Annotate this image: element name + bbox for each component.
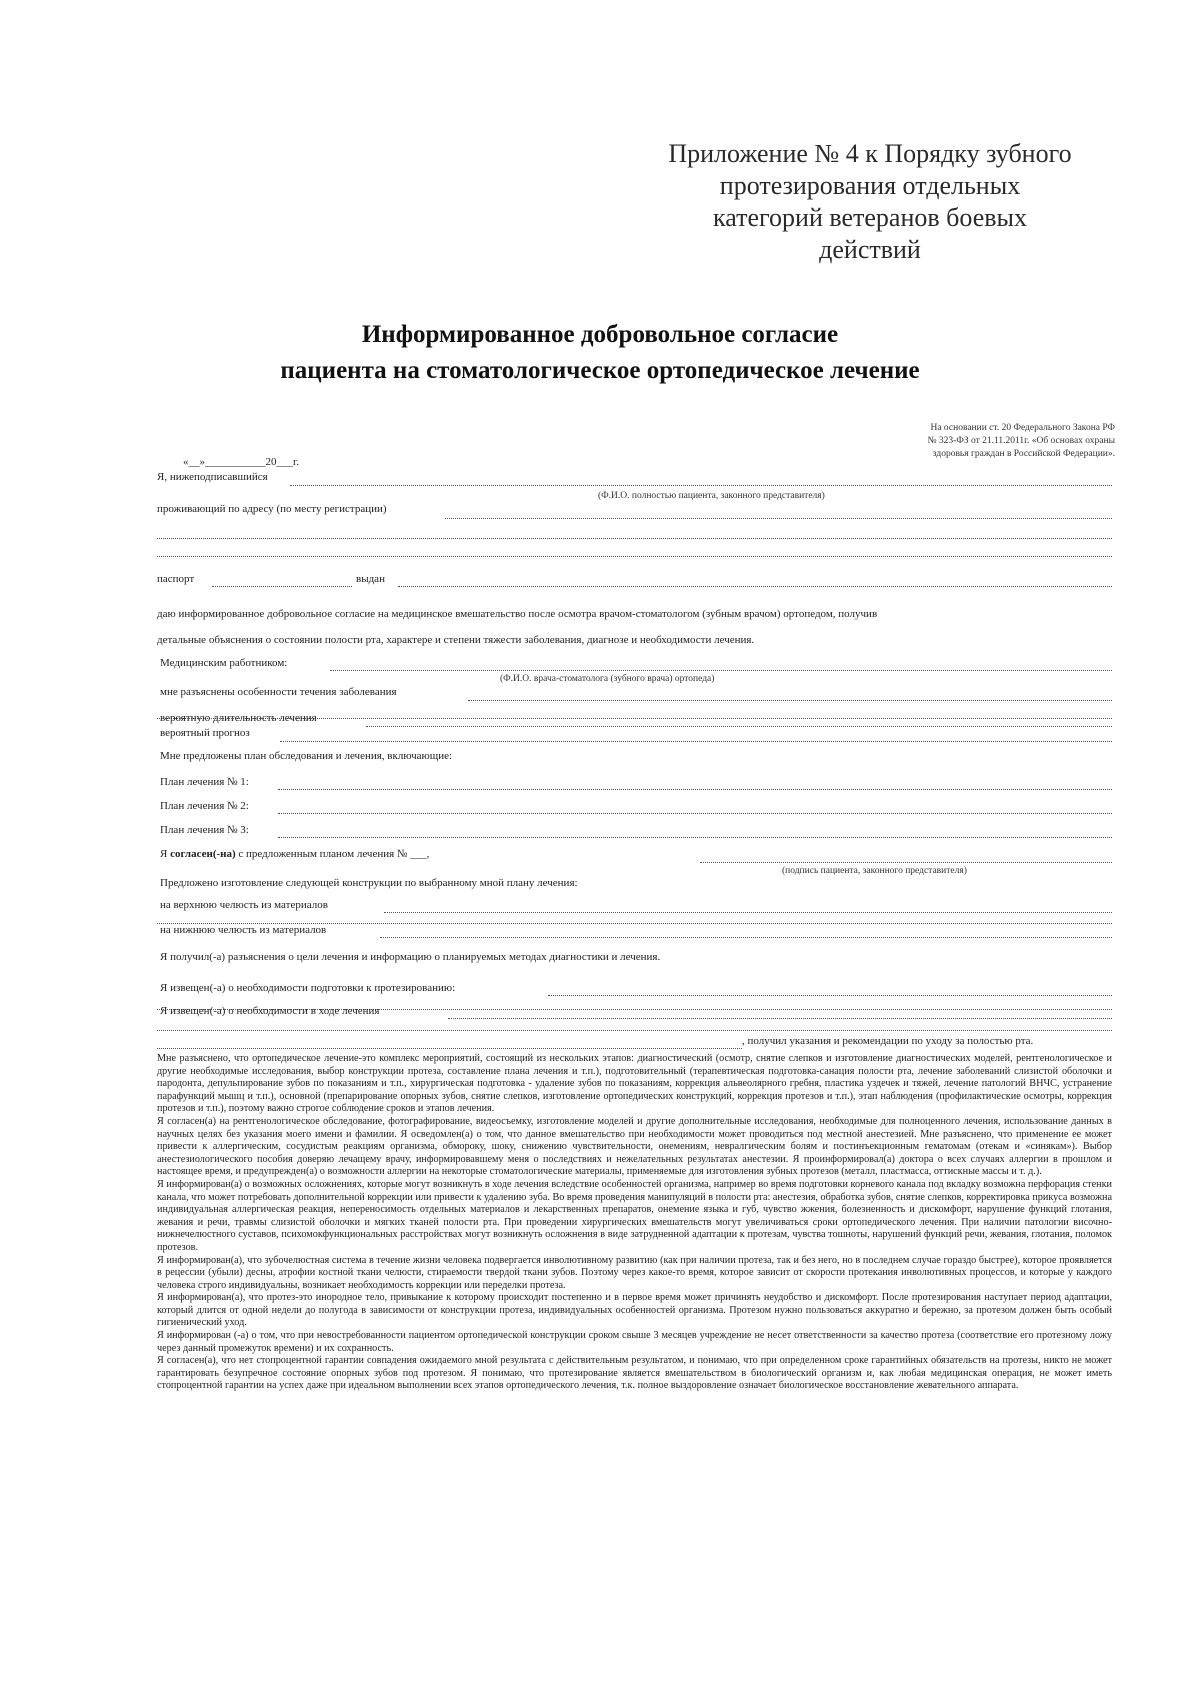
document-title-line-1: Информированное добровольное согласие bbox=[361, 321, 839, 348]
undersigned-label: Я, нижеподписавшийся bbox=[157, 471, 268, 483]
consent-statement-line-2: детальные объяснения о состоянии полости рта, характере и степени тяжести заболевания, диагнозе и необходимости лечения. bbox=[157, 634, 755, 646]
document-title-line-2: пациента на стоматологическое ортопедическое лечение bbox=[280, 357, 920, 384]
plan-1-line[interactable] bbox=[278, 789, 1112, 790]
agree-prefix: Я bbox=[160, 848, 171, 860]
lower-jaw-label: на нижнюю челюсть из материалов bbox=[160, 924, 327, 936]
appendix-line-4: действий bbox=[819, 235, 921, 264]
paragraph-adaptation: Я информирован(а), что протез-это инородное тело, привыкание к которому происходит постепенно и в первое время может причинять неудобство и дискомфорт. После протезирования наступает период адаптации, который длится от одной недели до полугода в зависимости от конструкции протеза, индивидуальных особенностей организма. Протезом нужно пользоваться аккуратно и бережно, за протезом должен быть особый гигиенический уход. bbox=[157, 1292, 1112, 1329]
body-text bbox=[157, 1053, 1112, 1393]
appendix-header bbox=[620, 138, 1120, 266]
passport-label: паспорт bbox=[157, 573, 195, 585]
date-field[interactable]: «__»___________20___г. bbox=[183, 456, 300, 468]
upper-jaw-line[interactable] bbox=[384, 912, 1112, 913]
lower-jaw-line[interactable] bbox=[380, 937, 1112, 938]
care-line[interactable] bbox=[157, 1048, 742, 1049]
care-instructions: , получил указания и рекомендации по уходу за полостью рта. bbox=[742, 1035, 1034, 1047]
legal-basis-line-3: здоровья граждан в Российской Федерации». bbox=[932, 449, 1115, 459]
prep-notice-label: Я извещен(-а) о необходимости подготовки к протезированию: bbox=[160, 982, 456, 994]
prognosis-line[interactable] bbox=[280, 741, 1112, 742]
paragraph-involution: Я информирован(а), что зубочелюстная система в течение жизни человека подвергается инволютивному развитию (как при наличии протеза, так и без него, но в последнем случае гораздо быстрее), которое проявляется в рецессии (убыли) десны, атрофии костной ткани челюсти, стираемости твердой ткани зубов. Поэтому через какое-то время, которое зависит от скорости протекания инволютивных процессов, и которые у каждого человека строго индивидуальны, возникает необходимость коррекции или переделки протеза. bbox=[157, 1254, 1112, 1291]
agree-suffix: с предложенным планом лечения № ___, bbox=[235, 848, 430, 860]
doctor-name-line[interactable] bbox=[330, 670, 1112, 671]
plan-3-line[interactable] bbox=[278, 837, 1112, 838]
issued-by-line[interactable] bbox=[398, 586, 1112, 587]
doctor-caption: (Ф.И.О. врача-стоматолога (зубного врача) ортопеда) bbox=[500, 674, 715, 684]
legal-basis bbox=[870, 422, 1115, 461]
paragraph-unclaimed-prosthesis: Я информирован (-а) о том, что при невостребованности пациентом ортопедической конструкции сроком свыше 3 месяцев учреждение не несет ответственности за качество протеза (соответствие его протезному ложу через данный промежуток времени) и их сохранность. bbox=[157, 1330, 1112, 1354]
address-line-3[interactable] bbox=[157, 556, 1112, 557]
plan-2-line[interactable] bbox=[278, 813, 1112, 814]
explained-line[interactable] bbox=[468, 700, 1112, 701]
during-notice-line-2[interactable] bbox=[157, 1030, 1112, 1031]
appendix-line-3: категорий ветеранов боевых bbox=[713, 203, 1027, 232]
legal-basis-line-1: На основании ст. 20 Федерального Закона РФ bbox=[930, 423, 1115, 433]
address-line-1[interactable] bbox=[445, 518, 1112, 519]
duration-label: вероятную длительность лечения bbox=[160, 712, 317, 724]
paragraph-complications: Я информирован(а) о возможных осложнениях, которые могут возникнуть в ходе лечения вследствие особенностей организма, например во время подготовки корневого канала под вкладку возможна перфорация стенки канала, что может потребовать дополнительной коррекции или привести к удалению зуба. Во время проведения манипуляций в полости рта: анестезия, обработка зубов, снятие слепков, корректировка прикуса возможна индивидуальная аллергическая реакция, непереносимость отдельных материалов и лекарственных препаратов, онемение языка и губ, чувство жжения, болезненность и дискомфорт, нарушение функций глотания, жевания и речи, травмы слизистой оболочки и мягких тканей полости рта. При проведении хирургических вмешательств могут увеличиваться сроки ортопедического лечения. При наличии патологии височно-нижнечелюстного суставов, психомокфункциональных расстройствах могут возникнуть осложнения в виде затрудненной адаптации к протезам, чувства тошноты, нарушений функций речи, жевания, глотания, поломок протезов. bbox=[157, 1178, 1112, 1253]
med-worker-label: Медицинским работником: bbox=[160, 657, 288, 669]
signature-caption: (подпись пациента, законного представителя) bbox=[782, 866, 967, 876]
patient-name-line[interactable] bbox=[290, 485, 1112, 486]
paragraph-no-guarantee: Я согласен(а), что нет стопроцентной гарантии совпадения ожидаемого мной результата с действительным результатом, и понимаю, что при определенном сроке гарантийных обязательств на протезы, никто не может гарантировать безупречное состояние опорных зубов под протезом. Я понимаю, что протезирование является вмешательством в биологический организм и, как любая медицинская операция, не может иметь стопроцентной гарантии на успех даже при идеальном выполнении всех этапов ортопедического лечения, т.к. полное выздоровление означает биологическое восстановление жевательного аппарата. bbox=[157, 1355, 1112, 1392]
plan-3-label: План лечения № 3: bbox=[160, 824, 249, 836]
agree-plan-statement bbox=[160, 848, 429, 860]
appendix-line-2: протезирования отдельных bbox=[719, 171, 1021, 200]
address-line-2[interactable] bbox=[157, 538, 1112, 539]
prep-notice-line[interactable] bbox=[548, 995, 1112, 996]
agree-bold: согласен(-на) bbox=[170, 848, 236, 860]
upper-jaw-label: на верхнюю челюсть из материалов bbox=[160, 899, 328, 911]
duration-line[interactable] bbox=[366, 726, 1112, 727]
received-info-statement: Я получил(-а) разъяснения о цели лечения и информацию о планируемых методах диагностики и лечения. bbox=[160, 951, 661, 963]
issued-label: выдан bbox=[356, 573, 385, 585]
signature-line[interactable] bbox=[700, 862, 1112, 863]
constructions-label: Предложено изготовление следующей конструкции по выбранному мной плану лечения: bbox=[160, 877, 578, 889]
paragraph-treatment-stages: Мне разъяснено, что ортопедическое лечение-это комплекс мероприятий, состоящий из нескольких этапов: диагностический (осмотр, снятие слепков и изготовление диагностических моделей, рентгенологическое и другие необходимые исследования, выбор конструкции протеза, составление плана лечения и т.п.), подготовительный (терапевтическая подготовка-санация полости рта, лечение заболеваний слизистой оболочки и пародонта, депульпирование зубов по показаниям и т.п., хирургическая подготовка - удаление зубов по показаниям, коррекция альвеолярного гребня, пластика уздечек и тяжей, лечение патологий ВНЧС, устранение парафункций мышц и т.п.), основной (препарирование опорных зубов, снятие слепков, изготовление ортопедических конструкций, коррекция протезов и т.п.), этап наблюдения (профилактические осмотры, коррекция протезов и т.п.), поэтому важно строгое соблюдение сроков и этапов лечения. bbox=[157, 1053, 1112, 1115]
during-notice-line[interactable] bbox=[448, 1018, 1112, 1019]
plan-1-label: План лечения № 1: bbox=[160, 776, 249, 788]
address-label: проживающий по адресу (по месту регистрации) bbox=[157, 503, 387, 515]
plans-offered-label: Мне предложены план обследования и лечения, включающие: bbox=[160, 750, 453, 762]
during-notice-label: Я извещен(-а) о необходимости в ходе лечения bbox=[160, 1005, 380, 1017]
paragraph-diagnostics-anesthesia: Я согласен(а) на рентгенологическое обследование, фотографирование, видеосъемку, изготовление моделей и другие дополнительные исследования, необходимые для полноценного лечения, использование данных в научных целях без указания моего имени и фамилии. Я осведомлен(а) о том, что данное вмешательство при необходимости может проводиться под местной анестезией. Мне разъяснено, что применение ее может привести к аллергическим, сосудистым реакциям организма, обмороку, шоку, снижению чувствительности, онемениям, невралгическим болям и постинъекционным гематомам (отекам и «синякам»). Выбор анестезиологического пособия доверяю лечащему врачу, информировавшему меня о последствиях и нежелательных результатах анестезии. Я проинформировал(а) доктора о всех случаях аллергии в прошлом и настоящее время, и предупрежден(а) о возможности аллергии на некоторые стоматологические материалы, применяемые для изготовления зубных протезов (металл, пластмасса, оттискные массы и т. д.). bbox=[157, 1115, 1112, 1178]
plan-2-label: План лечения № 2: bbox=[160, 800, 249, 812]
fio-caption: (Ф.И.О. полностью пациента, законного представителя) bbox=[598, 491, 825, 501]
explained-label: мне разъяснены особенности течения заболевания bbox=[160, 686, 397, 698]
consent-statement-line-1: даю информированное добровольное согласие на медицинское вмешательство после осмотра врачом-стоматологом (зубным врачом) ортопедом, получив bbox=[157, 608, 878, 620]
legal-basis-line-2: № 323-ФЗ от 21.11.2011г. «Об основах охраны bbox=[927, 436, 1115, 446]
appendix-line-1: Приложение № 4 к Порядку зубного bbox=[668, 139, 1072, 168]
prognosis-label: вероятный прогноз bbox=[160, 727, 250, 739]
passport-number-line[interactable] bbox=[212, 586, 352, 587]
